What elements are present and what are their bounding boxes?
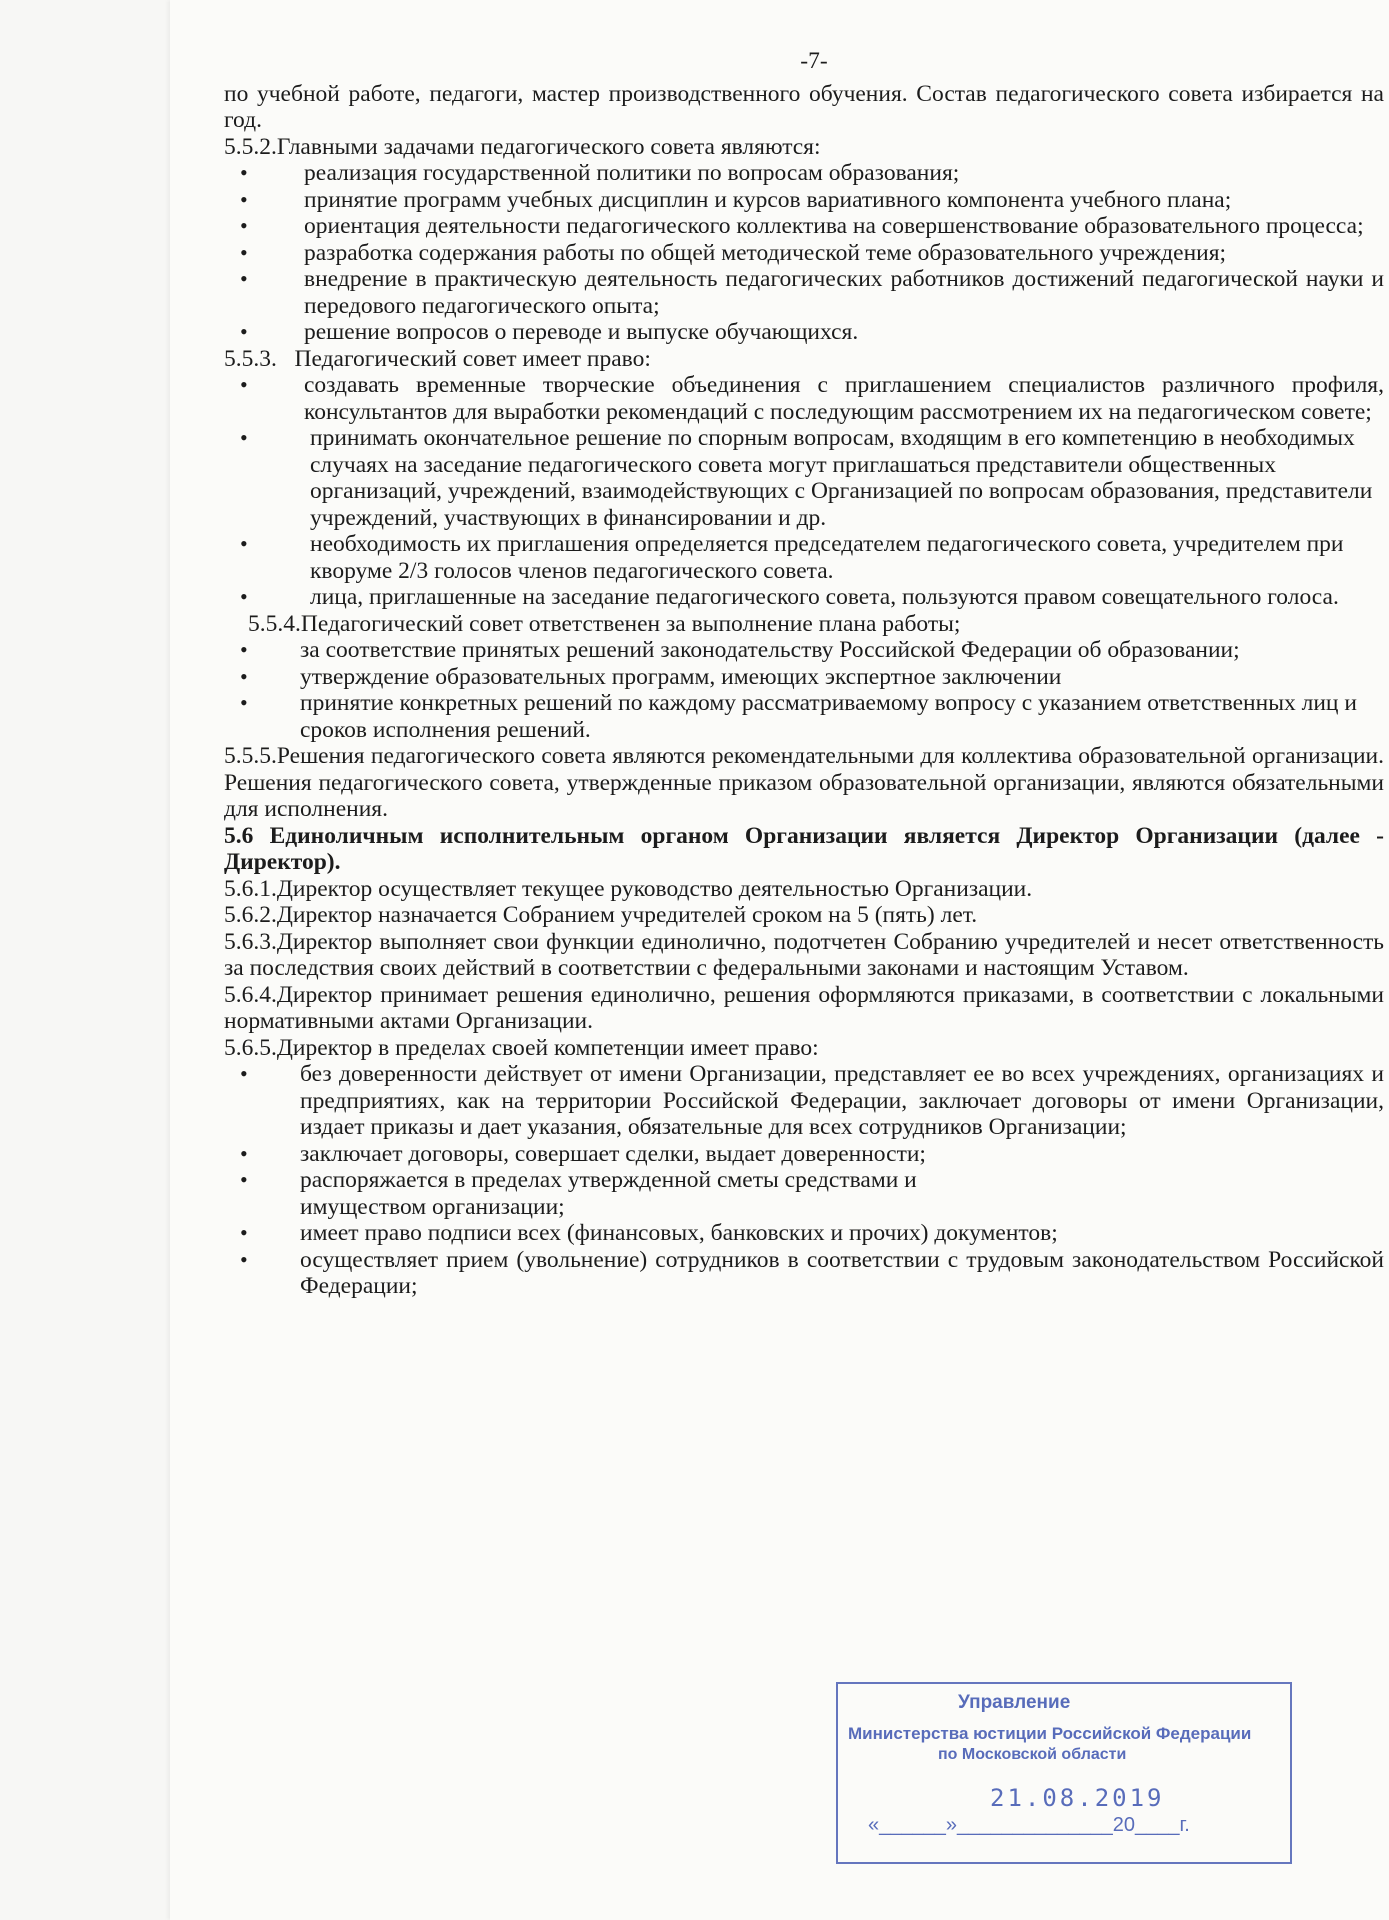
list-item: • без доверенности действует от имени Организации, представляет ее во всех учреждениях, организациях и предприятиях, как на территории Российской Федерации, заключает договоры от имени Организации, издает приказы и дает указания, обязательные для всех сотрудников Организации; (224, 1061, 1384, 1141)
page-number: -7- (800, 48, 828, 74)
section-5-6-5-heading: 5.6.5.Директор в пределах своей компетенции имеет право: (224, 1034, 819, 1061)
list-item: • реализация государственной политики по вопросам образования; (224, 160, 1384, 187)
list-item: • осуществляет прием (увольнение) сотрудников в соответствии с трудовым законодательством Российской Федерации; (224, 1247, 1384, 1300)
section-5-5-2-heading: 5.5.2.Главными задачами педагогического совета являются: (224, 133, 821, 160)
list-item: • распоряжается в пределах утвержденной сметы средствами и имуществом организации; (224, 1167, 1384, 1220)
section-5-6-2: 5.6.2.Директор назначается Собранием учредителей сроком на 5 (пять) лет. (224, 902, 978, 928)
list-item: • необходимость их приглашения определяется председателем педагогического совета, учредителем при кворуме 2/3 голосов членов педагогического совета. (224, 531, 1384, 584)
stamp-date: 21.08.2019 (990, 1784, 1165, 1812)
list-item: • за соответствие принятых решений законодательству Российской Федерации об образовании; (224, 637, 1384, 664)
list-item: • создавать временные творческие объединения с приглашением специалистов различного профиля, консультантов для выработки рекомендаций с последующим рассмотрением их на педагогическом совете; (224, 372, 1384, 425)
registration-stamp (836, 1682, 1292, 1864)
section-5-5-5: 5.5.5.Решения педагогического совета являются рекомендательными для коллектива образовательной организации. Решения педагогического совета, утвержденные приказом образовательной организации, являются обязательными для исполнения. (224, 743, 1384, 822)
section-5-5-4-heading: 5.5.4.Педагогический совет ответственен за выполнение плана работы; (248, 610, 961, 637)
list-item: • принятие программ учебных дисциплин и курсов вариативного компонента учебного плана; (224, 187, 1384, 214)
list-item: • лица, приглашенные на заседание педагогического совета, пользуются правом совещательного голоса. (224, 584, 1384, 611)
stamp-line-1: Управление (958, 1692, 1071, 1713)
section-5-6-heading: 5.6 Единоличным исполнительным органом Организации является Директор Организации (далее - Директор). (224, 822, 1384, 875)
list-item: • принимать окончательное решение по спорным вопросам, входящим в его компетенцию в необходимых случаях на заседание педагогического совета могут приглашаться представители общественных организаций, учреждений, взаимодействующих с Организацией по вопросам образования, представители учреждений, участвующих в финансировании и др. (224, 425, 1384, 531)
section-5-6-3: 5.6.3.Директор выполняет свои функции единолично, подотчетен Собранию учредителей и несет ответственность за последствия своих действий в соответствии с федеральными законами и настоящим Уставом. (224, 928, 1384, 981)
stamp-line-3: по Московской области (938, 1746, 1127, 1763)
list-item: • решение вопросов о переводе и выпуске обучающихся. (224, 319, 1384, 346)
list-item: • ориентация деятельности педагогического коллектива на совершенствование образовательного процесса; (224, 213, 1384, 240)
paragraph-intro: по учебной работе, педагоги, мастер производственного обучения. Состав педагогического совета избирается на год. (224, 80, 1384, 133)
list-item: • заключает договоры, совершает сделки, выдает доверенности; (224, 1141, 1384, 1168)
section-5-6-1: 5.6.1.Директор осуществляет текущее руководство деятельностью Организации. (224, 875, 1033, 902)
section-5-5-3-heading: 5.5.3. Педагогический совет имеет право: (224, 345, 651, 372)
list-item: • утверждение образовательных программ, имеющих экспертное заключении (224, 664, 1384, 691)
list-item: • разработка содержания работы по общей методической теме образовательного учреждения; (224, 240, 1384, 267)
stamp-line-2: Министерства юстиции Российской Федерации (848, 1724, 1252, 1743)
list-item: • принятие конкретных решений по каждому рассматриваемому вопросу с указанием ответственных лиц и сроков исполнения решений. (224, 690, 1384, 743)
stamp-date-line: «______»______________20____г. (868, 1814, 1190, 1836)
section-5-6-4: 5.6.4.Директор принимает решения единолично, решения оформляются приказами, в соответствии с локальными нормативными актами Организации. (224, 981, 1384, 1034)
document-body (224, 48, 1384, 1300)
list-item: • имеет право подписи всех (финансовых, банковских и прочих) документов; (224, 1220, 1384, 1247)
list-item: • внедрение в практическую деятельность педагогических работников достижений педагогической науки и передового педагогического опыта; (224, 266, 1384, 319)
